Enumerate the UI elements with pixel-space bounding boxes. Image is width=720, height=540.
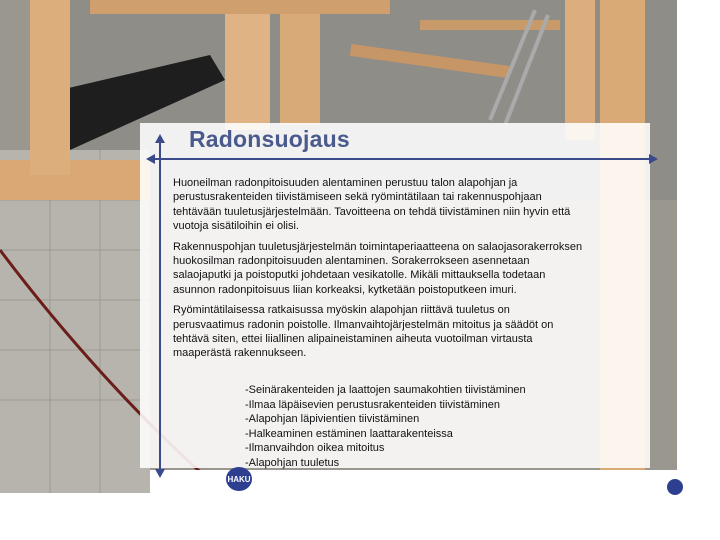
paragraph: Huoneilman radonpitoisuuden alentaminen perustuu talon alapohjan ja perustusrakenteiden tiivistämiseen sekä ryömintätilaan tai rakennuspohjaan tehtävään tuuletusjärjestelmään. Tavoitteena on tehdä tiivistäminen niin hyvin että vuotoja sisätiloihin ei olisi.	[173, 177, 571, 233]
list-item: -Ilmanvaihdon oikea mitoitus	[245, 442, 385, 455]
haku-button[interactable]: HAKU	[226, 467, 252, 491]
list-item: -Ilmaa läpäisevien perustusrakenteiden tiivistäminen	[245, 398, 500, 411]
paragraph: Ryömintätilaisessa ratkaisussa myöskin alapohjan riittävä tuuletus on perusvaatimus radonin poistolle. Ilmanvaihtojärjestelmän mitoitus ja säädöt on tehtävä siten, ettei liiallinen alipaineistaminen aiheuta vuotoilman virtausta maaperästä rakennukseen.	[173, 304, 554, 360]
arrow-up-icon	[155, 134, 165, 143]
next-slide-button[interactable]	[667, 479, 683, 495]
arrow-right-icon	[649, 154, 658, 164]
paragraph: Rakennuspohjan tuuletusjärjestelmän toimintaperiaatteena on salaojasorakerroksen huokosilman radonpitoisuuden alentaminen. Sorakerrokseen asennetaan salaojaputki ja poistoputki johdetaan vesikatolle. Mikäli mittauksella todetaan asunnon radonpitoisuus liian korkeaksi, kytketään poistoputkeen imuri.	[173, 240, 583, 296]
vertical-arrow-divider	[159, 142, 161, 470]
horizontal-arrow-divider	[154, 158, 650, 160]
measures-list	[245, 383, 605, 471]
list-item: -Alapohjan tuuletus	[245, 456, 340, 469]
list-item: -Halkeaminen estäminen laattarakenteissa	[245, 427, 453, 440]
arrow-down-icon	[155, 469, 165, 478]
body-text	[173, 176, 583, 367]
arrow-left-icon	[146, 154, 155, 164]
page-title: Radonsuojaus	[189, 126, 350, 152]
list-item: -Alapohjan läpivientien tiivistäminen	[245, 413, 420, 426]
list-item: -Seinärakenteiden ja laattojen saumakohtien tiivistäminen	[245, 384, 526, 396]
